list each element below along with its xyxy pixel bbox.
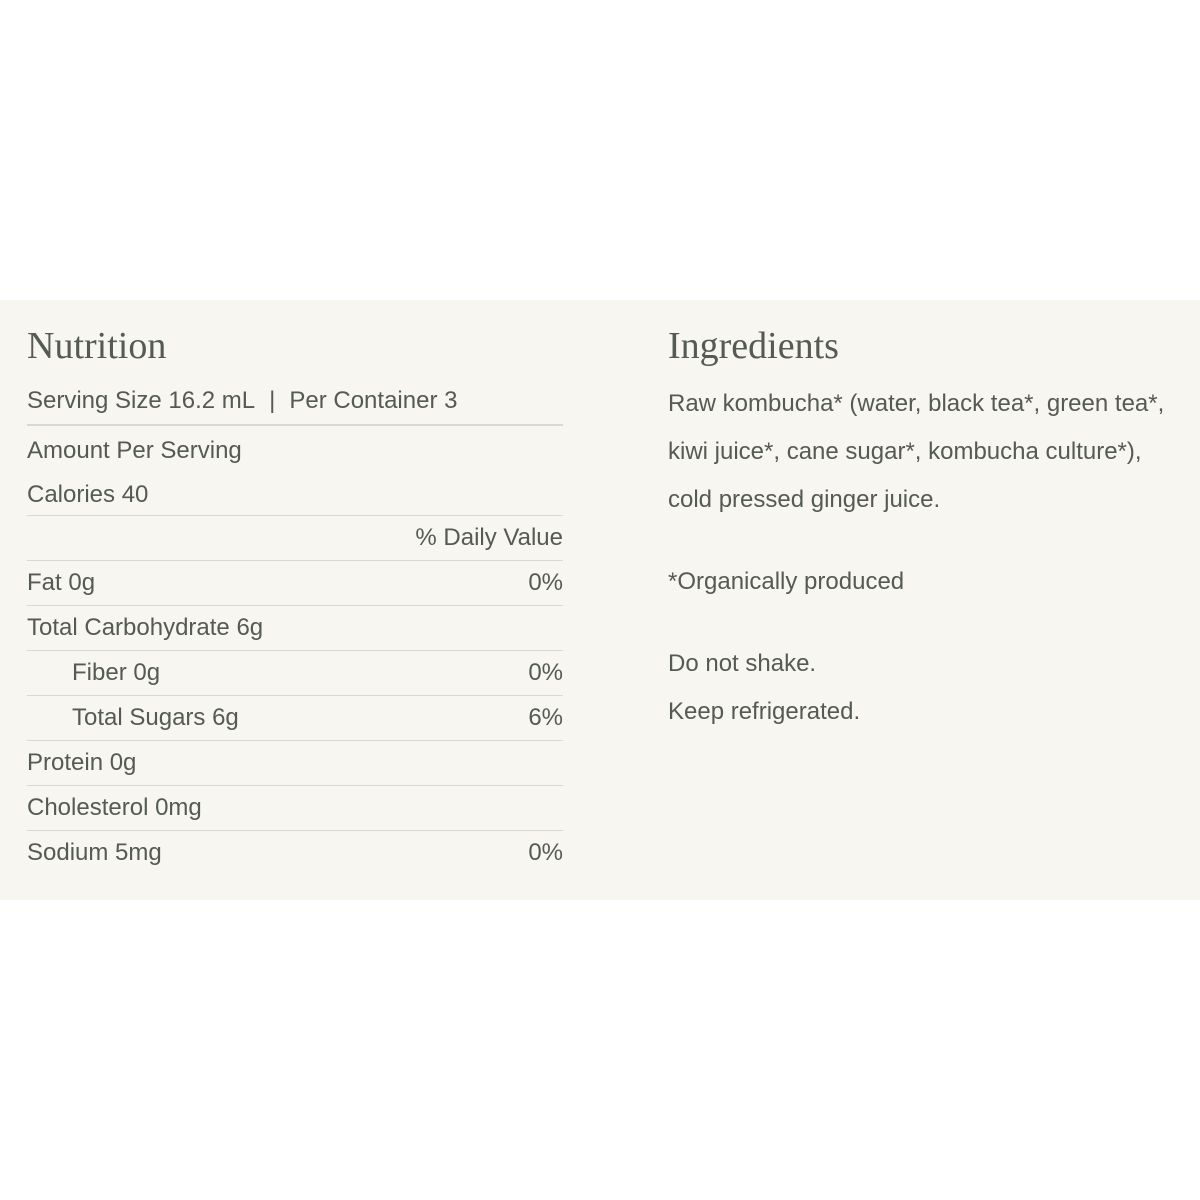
- amount-per-serving: Amount Per Serving: [27, 437, 242, 464]
- nutrient-name: Cholesterol 0mg: [27, 794, 202, 821]
- serving-info: [27, 374, 563, 426]
- ingredients-line: Raw kombucha* (water, black tea*, green tea*,: [668, 390, 1165, 417]
- calories: Calories 40: [27, 481, 149, 508]
- storage-instructions: [668, 640, 1200, 736]
- nutrient-name: Total Sugars 6g: [72, 704, 239, 731]
- nutrient-name: Total Carbohydrate 6g: [27, 614, 264, 641]
- ingredients-line: kiwi juice*, cane sugar*, kombucha culture*),: [668, 438, 1142, 465]
- nutrient-row-cholesterol: [27, 786, 563, 831]
- ingredients-line: cold pressed ginger juice.: [668, 486, 941, 513]
- organic-note: *Organically produced: [668, 568, 905, 595]
- nutrient-row-protein: [27, 741, 563, 786]
- nutrient-row-fiber: [27, 651, 563, 696]
- nutrition-title: Nutrition: [27, 325, 167, 367]
- nutrient-row-fat: [27, 561, 563, 606]
- serving-size: Serving Size 16.2 mL: [27, 387, 256, 414]
- daily-value-header-row: [27, 516, 563, 561]
- amount-block: [27, 426, 563, 516]
- nutrient-daily-value: 6%: [528, 704, 563, 731]
- ingredients-section: [668, 326, 1200, 736]
- nutrient-name: Fiber 0g: [72, 659, 161, 686]
- product-info-panel: [0, 300, 1200, 900]
- serving-separator: |: [269, 387, 276, 414]
- nutrient-name: Fat 0g: [27, 569, 96, 596]
- daily-value-header: % Daily Value: [415, 524, 563, 551]
- nutrient-name: Sodium 5mg: [27, 839, 162, 866]
- nutrient-daily-value: 0%: [528, 569, 563, 596]
- ingredients-title: Ingredients: [668, 325, 839, 367]
- per-container: Per Container 3: [289, 387, 458, 414]
- nutrient-row-sugars: [27, 696, 563, 741]
- nutrient-row-sodium: [27, 831, 563, 875]
- nutrient-daily-value: 0%: [528, 659, 563, 686]
- nutrition-section: [27, 326, 563, 875]
- nutrient-row-carbohydrate: [27, 606, 563, 651]
- instruction-no-shake: Do not shake.: [668, 650, 817, 677]
- ingredients-list: [668, 374, 1200, 524]
- instruction-refrigerate: Keep refrigerated.: [668, 698, 861, 725]
- nutrient-daily-value: 0%: [528, 839, 563, 866]
- nutrient-name: Protein 0g: [27, 749, 137, 776]
